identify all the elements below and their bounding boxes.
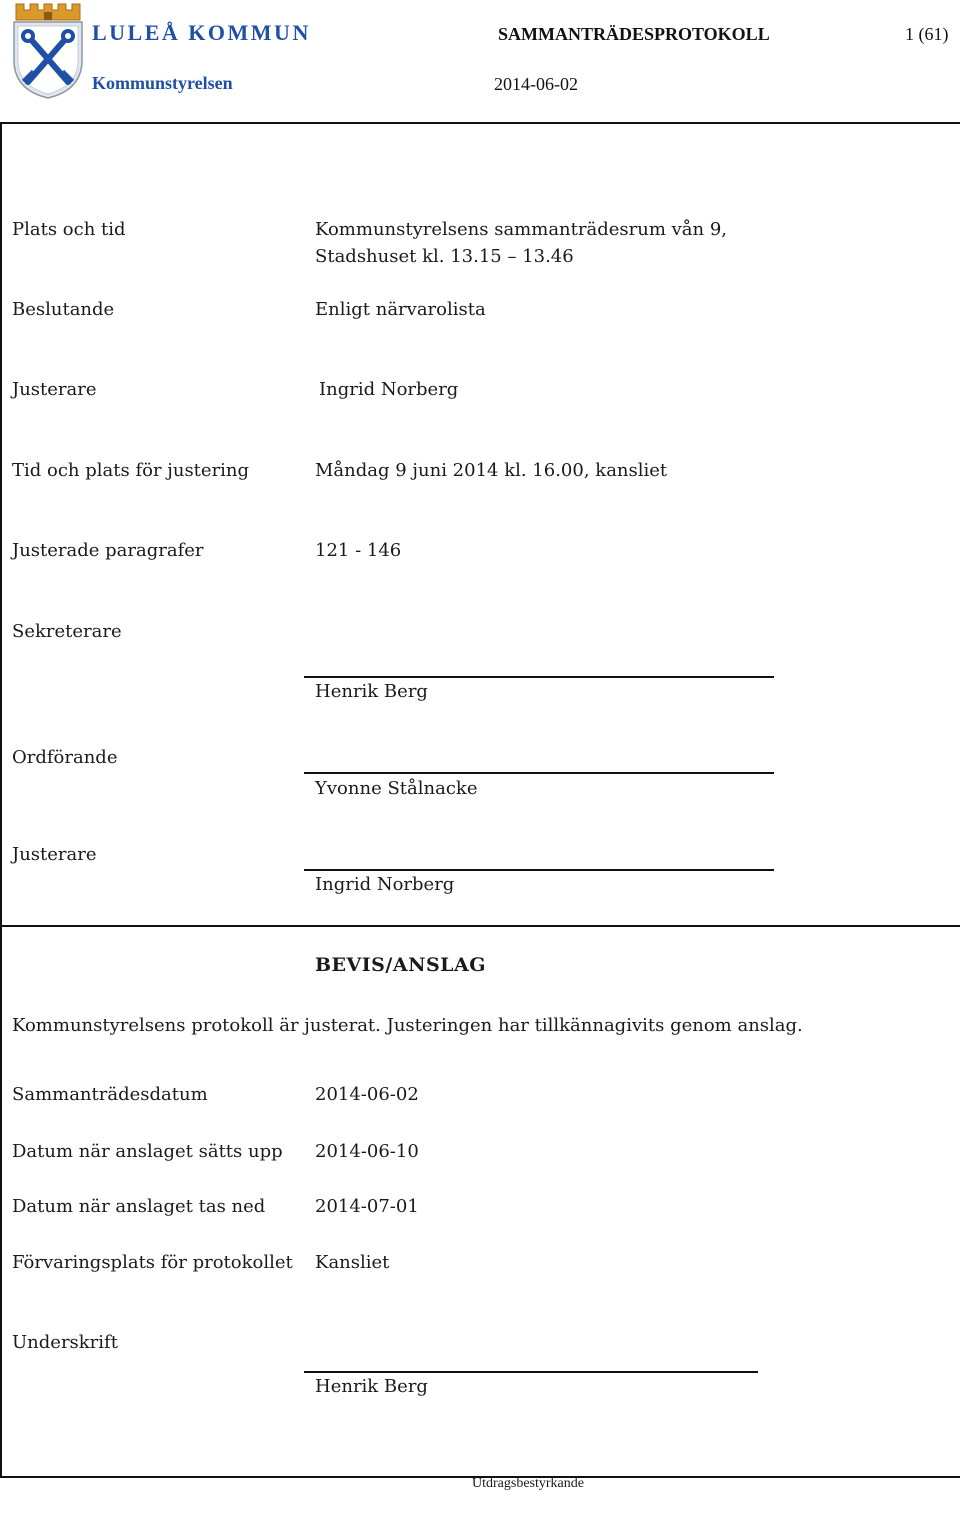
meeting-date-value: 2014-06-02 xyxy=(315,1084,419,1105)
notice-signature-name: Henrik Berg xyxy=(315,1376,428,1397)
removed-date-value: 2014-07-01 xyxy=(315,1196,419,1217)
adjuster-label: Justerare xyxy=(12,379,97,400)
secretary-name: Henrik Berg xyxy=(315,681,428,702)
notice-statement: Kommunstyrelsens protokoll är justerat. Justeringen har tillkännagivits genom anslag. xyxy=(12,1015,803,1036)
place-time-label: Plats och tid xyxy=(12,219,126,240)
posted-date-value: 2014-06-10 xyxy=(315,1141,419,1162)
storage-value: Kansliet xyxy=(315,1252,390,1273)
page-count: 1 (61) xyxy=(905,24,949,44)
decision-makers-label: Beslutande xyxy=(12,299,115,320)
notice-title: BEVIS/ANSLAG xyxy=(315,954,486,976)
department-name: Kommunstyrelsen xyxy=(92,73,233,93)
signature-adjuster-name: Ingrid Norberg xyxy=(315,874,455,895)
secretary-label: Sekreterare xyxy=(12,621,122,642)
removed-date-label: Datum när anslaget tas ned xyxy=(12,1196,266,1217)
meeting-date-label: Sammanträdesdatum xyxy=(12,1084,208,1105)
storage-label: Förvaringsplats för protokollet xyxy=(12,1252,293,1273)
posted-date-label: Datum när anslaget sätts upp xyxy=(12,1141,283,1162)
adjust-time-label: Tid och plats för justering xyxy=(12,460,250,481)
decision-makers-value: Enligt närvarolista xyxy=(315,299,486,320)
section-divider xyxy=(0,925,960,927)
paragraphs-value: 121 - 146 xyxy=(315,540,402,561)
signature-adjuster-label: Justerare xyxy=(12,844,97,865)
document-type: SAMMANTRÄDESPROTOKOLL xyxy=(498,24,770,44)
lulea-coat-of-arms-icon xyxy=(12,2,84,100)
adjust-time-value: Måndag 9 juni 2014 kl. 16.00, kansliet xyxy=(315,460,668,481)
place-time-line1: Kommunstyrelsens sammanträdesrum vån 9, xyxy=(315,219,728,240)
footer-certification: Utdragsbestyrkande xyxy=(472,1476,584,1491)
chair-label: Ordförande xyxy=(12,747,118,768)
signature-label: Underskrift xyxy=(12,1332,118,1353)
adjuster-value: Ingrid Norberg xyxy=(319,379,459,400)
paragraphs-label: Justerade paragrafer xyxy=(12,540,204,561)
header-date: 2014-06-02 xyxy=(494,74,578,94)
chair-name: Yvonne Stålnacke xyxy=(315,778,478,799)
place-time-line2: Stadshuset kl. 13.15 – 13.46 xyxy=(315,246,574,267)
chair-signature-line xyxy=(304,772,774,774)
organization-name: LULEÅ KOMMUN xyxy=(92,20,311,45)
